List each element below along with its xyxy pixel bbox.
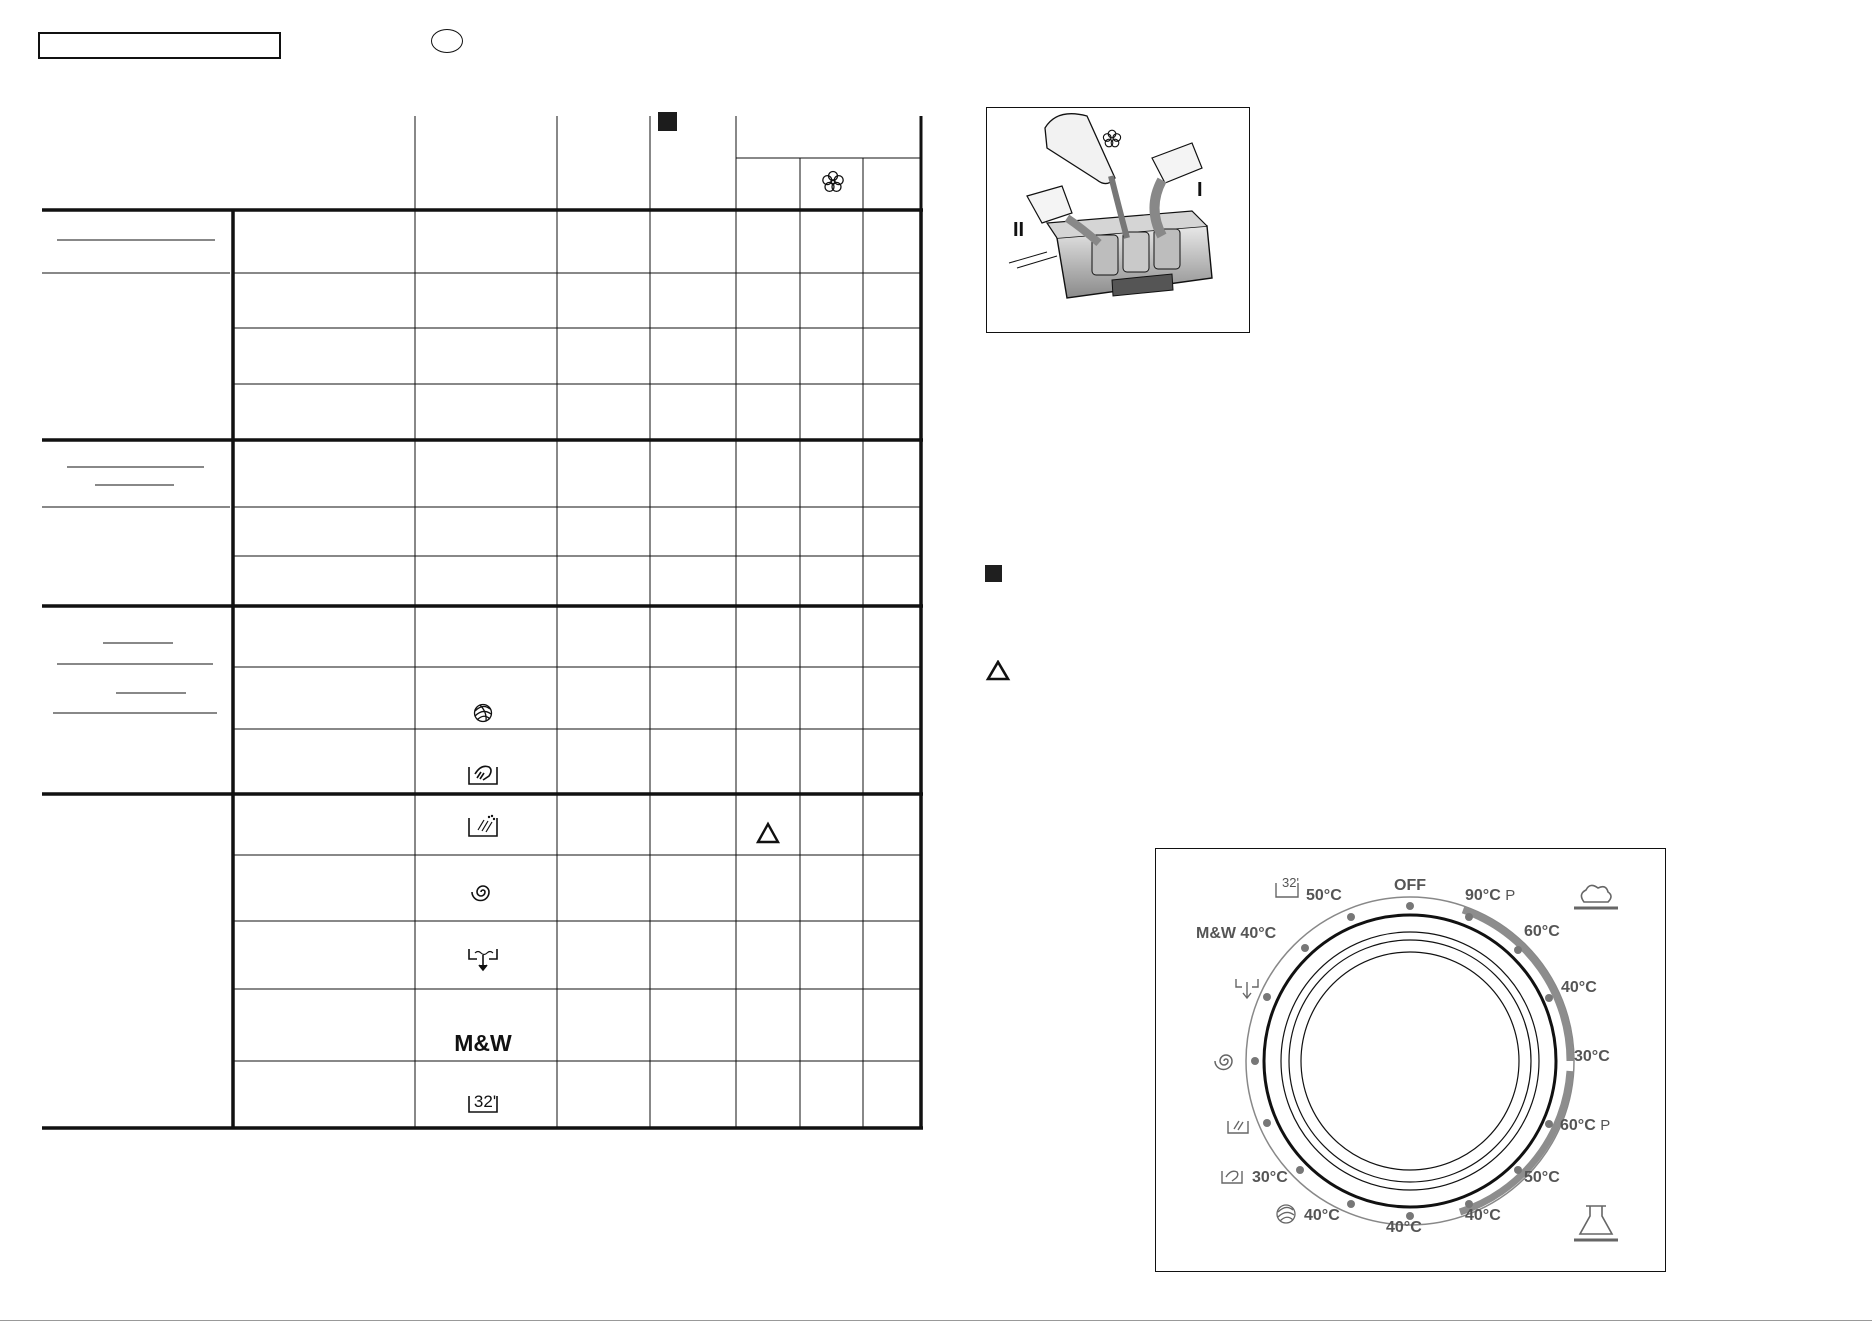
page-bottom-rule	[0, 1320, 1872, 1321]
drain-icon	[469, 949, 497, 970]
cotton-pot-icon	[1574, 885, 1618, 908]
dial-wool-40[interactable]: 40°C	[1304, 1207, 1340, 1224]
programme-selector-dial	[1155, 848, 1666, 1272]
compartment-1-label: I	[1197, 179, 1203, 201]
spin-icon	[472, 886, 489, 901]
detergent-dispenser-illustration	[986, 107, 1250, 333]
prewash-square-icon	[658, 112, 677, 131]
warning-triangle-icon	[985, 660, 1011, 682]
compartment-2-label: II	[1013, 219, 1025, 241]
softener-flower-icon	[823, 172, 843, 192]
wool-dial-icon	[1277, 1205, 1295, 1223]
dial-cotton-30[interactable]: 30°C	[1574, 1048, 1610, 1065]
rinse-dial-icon	[1228, 1121, 1248, 1133]
dial-cotton-60[interactable]: 60°C	[1524, 923, 1560, 940]
rinse-icon	[469, 815, 497, 836]
dial-rapid-32-label: 32'	[1282, 875, 1299, 890]
rapid-32-label: 32'	[473, 1092, 497, 1111]
woollens-ball-icon	[475, 705, 492, 722]
drain-dial-icon	[1236, 979, 1258, 998]
warning-triangle-icon	[758, 824, 778, 842]
dial-cotton-90[interactable]: 90°C P	[1465, 887, 1516, 904]
dial-synthetics-60[interactable]: 60°C P	[1560, 1117, 1611, 1134]
handwash-dial-icon	[1222, 1171, 1242, 1183]
dial-synthetics-40[interactable]: 40°C	[1465, 1207, 1501, 1224]
dial-handwash-30[interactable]: 30°C	[1252, 1169, 1288, 1186]
dial-rapid-50[interactable]: 50°C	[1306, 887, 1342, 904]
dial-delicates-40[interactable]: 40°C	[1386, 1219, 1422, 1236]
prewash-square-icon	[985, 565, 1002, 582]
dial-off[interactable]: OFF	[1394, 877, 1426, 894]
dial-mix-wash-40[interactable]: M&W 40°C	[1196, 925, 1277, 942]
spin-dial-icon	[1215, 1055, 1232, 1070]
dial-cotton-40[interactable]: 40°C	[1561, 979, 1597, 996]
dial-synthetics-50[interactable]: 50°C	[1524, 1169, 1560, 1186]
programme-table	[0, 0, 940, 1140]
hand-wash-icon	[469, 766, 497, 784]
mix-wash-label: M&W	[454, 1030, 512, 1056]
synthetics-flask-icon	[1574, 1206, 1618, 1240]
